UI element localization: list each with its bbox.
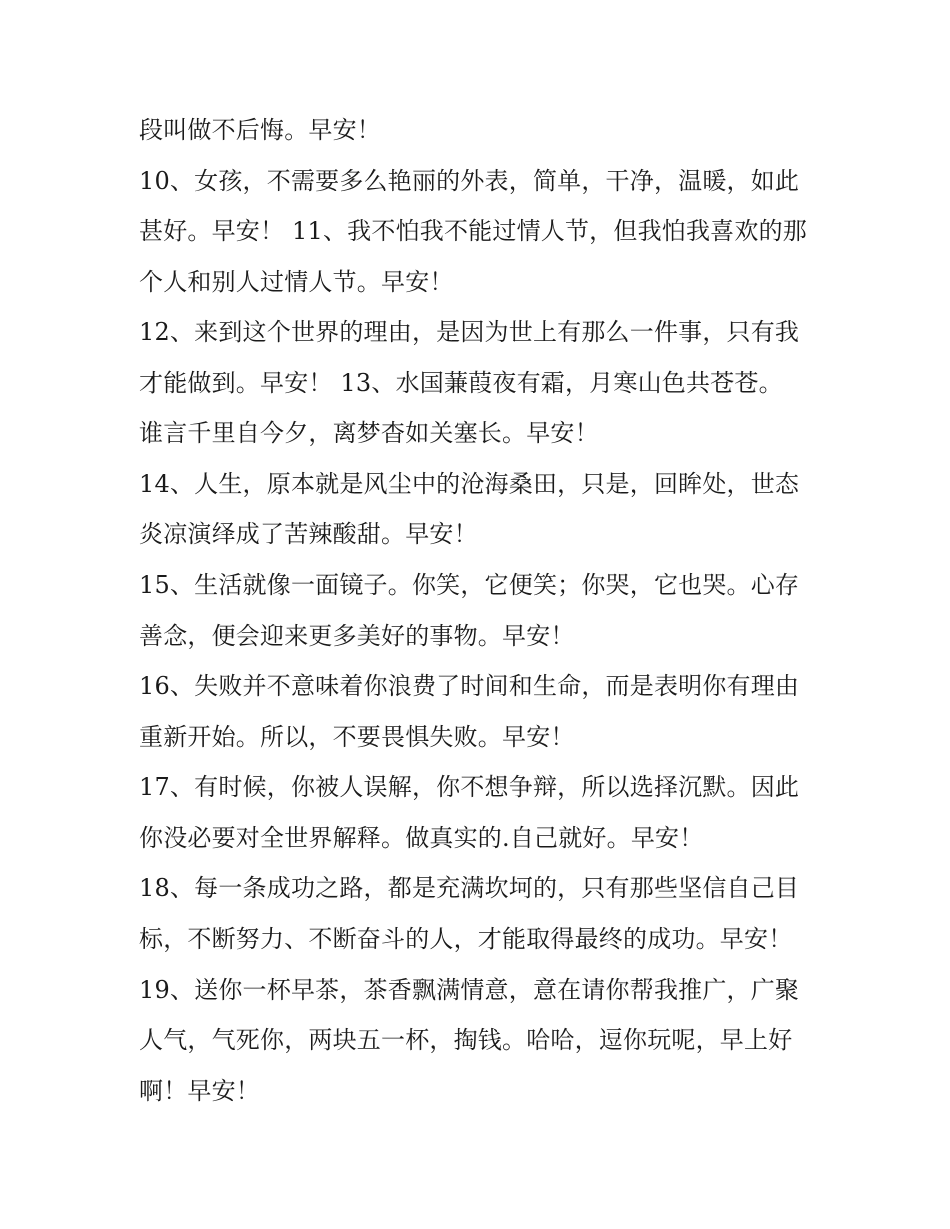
text-line: 善念，便会迎来更多美好的事物。早安！: [139, 622, 575, 650]
text-line: 18、每一条成功之路，都是充满坎坷的，只有那些坚信自己目: [139, 874, 800, 902]
text-line: 15、生活就像一面镜子。你笑，它便笑；你哭，它也哭。心存: [139, 571, 800, 599]
text-line: 炎凉演绎成了苦辣酸甜。早安！: [139, 520, 478, 548]
text-line: 17、有时候，你被人误解，你不想争辩，所以选择沉默。因此: [139, 773, 800, 801]
text-line: 12、来到这个世界的理由，是因为世上有那么一件事，只有我: [139, 318, 800, 346]
text-line: 段叫做不后悔。早安！: [139, 116, 381, 144]
text-line: 谁言千里自今夕，离梦杳如关塞长。早安！: [139, 419, 599, 447]
text-line: 19、送你一杯早茶，茶香飘满情意，意在请你帮我推广，广聚: [139, 976, 800, 1004]
text-line: 标，不断努力、不断奋斗的人，才能取得最终的成功。早安！: [139, 925, 793, 953]
text-line: 才能做到。早安！ 13、水国蒹葭夜有霜，月寒山色共苍苍。: [139, 369, 783, 397]
text-line: 14、人生，原本就是风尘中的沧海桑田，只是，回眸处，世态: [139, 470, 800, 498]
text-line: 10、女孩，不需要多么艳丽的外表，简单，干净，温暖，如此: [139, 167, 800, 195]
text-line: 16、失败并不意味着你浪费了时间和生命，而是表明你有理由: [139, 672, 800, 700]
text-line: 甚好。早安！ 11、我不怕我不能过情人节，但我怕我喜欢的那: [139, 217, 807, 245]
text-line: 你没必要对全世界解释。做真实的.自己就好。早安！: [139, 824, 704, 852]
text-line: 重新开始。所以，不要畏惧失败。早安！: [139, 723, 575, 751]
text-line: 啊！早安！: [139, 1077, 260, 1105]
text-line: 人气，气死你，两块五一杯，掏钱。哈哈，逗你玩呢，早上好: [139, 1026, 793, 1054]
text-line: 个人和别人过情人节。早安！: [139, 268, 454, 296]
